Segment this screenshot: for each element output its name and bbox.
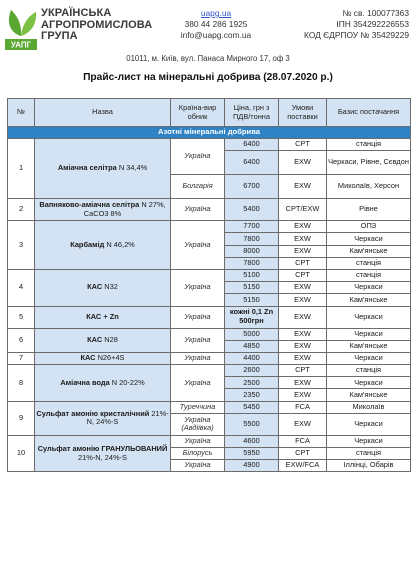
product-name: Сульфат амонію кристалічний — [36, 408, 150, 418]
product-spec: 21%-N, 24%-S — [78, 452, 127, 462]
product-name: КАС + Zn — [86, 311, 119, 321]
country-cell: Україна — [171, 365, 225, 402]
company-name — [41, 8, 169, 43]
country-cell: Україна — [171, 435, 225, 447]
product-number: 10 — [8, 435, 35, 472]
table-row — [8, 365, 411, 377]
basis-cell: станція — [327, 257, 411, 269]
basis-cell: станція — [327, 448, 411, 460]
table-row — [8, 306, 411, 328]
col-header-basis: Базис постачання — [327, 99, 411, 127]
country-cell: Україна (Авдіївка) — [171, 413, 225, 435]
logo-text: УАПГ — [10, 40, 32, 50]
basis-cell: Черкаси — [327, 413, 411, 435]
terms-cell: EXW/FCA — [279, 460, 327, 472]
company-name-line-1: УКРАЇНСЬКА — [41, 7, 112, 19]
edrpou-code: КОД ЄДРПОУ № 35429229 — [304, 30, 409, 40]
product-number: 8 — [8, 365, 35, 402]
product-name-cell — [35, 306, 171, 328]
basis-cell: Кам'янське — [327, 340, 411, 352]
country-cell: Туреччина — [171, 401, 225, 413]
price-cell: 4900 — [225, 460, 279, 472]
price-cell: 7800 — [225, 257, 279, 269]
section-row — [8, 127, 411, 139]
col-header-name: Назва — [35, 99, 171, 127]
basis-cell: Черкаси — [327, 282, 411, 294]
terms-cell: CPT — [279, 365, 327, 377]
price-cell: кожні 0,1 Zn 500грн — [225, 306, 279, 328]
terms-cell: EXW — [279, 221, 327, 233]
product-spec: N32 — [104, 282, 118, 292]
product-spec: 21%-N, 24%-S — [86, 408, 169, 427]
product-name: Аміачна селітра — [57, 163, 117, 173]
price-cell: 6400 — [225, 151, 279, 175]
price-cell: 4850 — [225, 340, 279, 352]
product-spec: N 20-22% — [111, 377, 145, 387]
product-name-cell — [35, 401, 171, 435]
address: 01011, м. Київ, вул. Панаса Мирного 17, оф 3 — [126, 54, 290, 63]
terms-cell: EXW — [279, 282, 327, 294]
price-cell: 6400 — [225, 139, 279, 151]
country-cell: Україна — [171, 221, 225, 270]
country-cell: Україна — [171, 328, 225, 352]
price-cell: 5400 — [225, 199, 279, 221]
price-cell: 7700 — [225, 221, 279, 233]
uapg-logo — [4, 6, 38, 52]
product-name: Сульфат амонію ГРАНУЛЬОВАНИЙ — [37, 444, 168, 453]
product-spec: N 27%, CaCO3 8% — [83, 200, 166, 218]
country-cell: Україна — [171, 460, 225, 472]
product-name: Аміачна вода — [60, 377, 110, 387]
price-cell: 5150 — [225, 294, 279, 306]
terms-cell: EXW — [279, 340, 327, 352]
basis-cell: станція — [327, 365, 411, 377]
product-name-cell — [35, 352, 171, 364]
price-table — [7, 98, 411, 472]
col-header-terms: Умови поставки — [279, 99, 327, 127]
table-row — [8, 139, 411, 151]
product-number: 6 — [8, 328, 35, 352]
price-cell: 8000 — [225, 245, 279, 257]
product-name-cell — [35, 221, 171, 270]
price-cell: 6700 — [225, 175, 279, 199]
table-row — [8, 435, 411, 447]
terms-cell: FCA — [279, 401, 327, 413]
price-cell: 2600 — [225, 365, 279, 377]
product-name-cell — [35, 199, 171, 221]
product-name: Вапняково-аміачна селітра — [39, 200, 140, 210]
country-cell: Україна — [171, 269, 225, 306]
table-row — [8, 269, 411, 281]
terms-cell: EXW — [279, 151, 327, 175]
price-cell: 4600 — [225, 435, 279, 447]
price-cell: 2500 — [225, 377, 279, 389]
price-cell: 5500 — [225, 413, 279, 435]
product-name-cell — [35, 139, 171, 199]
product-number: 9 — [8, 401, 35, 435]
basis-cell: Кам'янське — [327, 294, 411, 306]
terms-cell: EXW — [279, 328, 327, 340]
basis-cell: Черкаси — [327, 352, 411, 364]
website-link[interactable]: uapg.ua — [200, 8, 232, 18]
terms-cell: CPT — [279, 269, 327, 281]
terms-cell: EXW — [279, 306, 327, 328]
product-number: 4 — [8, 269, 35, 306]
country-cell: Білорусь — [171, 448, 225, 460]
table-row — [8, 352, 411, 364]
price-cell: 7800 — [225, 233, 279, 245]
terms-cell: CPT — [279, 448, 327, 460]
terms-cell: EXW — [279, 294, 327, 306]
basis-cell: станція — [327, 269, 411, 281]
requisites-block — [269, 8, 409, 41]
product-spec: N28 — [104, 334, 118, 344]
terms-cell: EXW — [279, 377, 327, 389]
basis-cell: Черкаси — [327, 328, 411, 340]
basis-cell: Черкаси — [327, 306, 411, 328]
product-name: КАС — [87, 334, 103, 344]
table-row — [8, 221, 411, 233]
basis-cell: Кам'янське — [327, 389, 411, 401]
product-name-cell — [35, 328, 171, 352]
terms-cell: CPT — [279, 139, 327, 151]
table-row — [8, 199, 411, 221]
table-row — [8, 401, 411, 413]
terms-cell: EXW — [279, 389, 327, 401]
basis-cell: Черкаси — [327, 435, 411, 447]
country-cell: Україна — [171, 352, 225, 364]
company-name-line-2: АГРОПРОМИСЛОВА — [41, 18, 153, 31]
product-number: 7 — [8, 352, 35, 364]
basis-cell: Миколаїв, Херсон — [327, 175, 411, 199]
price-cell: 5450 — [225, 401, 279, 413]
basis-cell: Черкаси — [327, 377, 411, 389]
price-cell: 4400 — [225, 352, 279, 364]
terms-cell: FCA — [279, 435, 327, 447]
email-address[interactable]: info@uapg.com.ua — [180, 30, 252, 40]
phone-number: 380 44 286 1925 — [184, 19, 248, 29]
price-cell: 5000 — [225, 328, 279, 340]
product-number: 2 — [8, 199, 35, 221]
basis-cell: станція — [327, 139, 411, 151]
certificate-number: № св. 100077363 — [342, 8, 409, 18]
ipn-number: ІПН 354292226553 — [336, 19, 409, 29]
terms-cell: CPT/EXW — [279, 199, 327, 221]
country-cell: Україна — [171, 306, 225, 328]
product-spec: N26+4S — [97, 353, 125, 363]
product-name-cell — [35, 269, 171, 306]
contacts-block — [160, 8, 272, 41]
price-cell: 5950 — [225, 448, 279, 460]
terms-cell: EXW — [279, 175, 327, 199]
product-spec: N 34,4% — [118, 163, 148, 173]
table-header-row — [8, 99, 411, 127]
product-spec: N 46,2% — [106, 239, 135, 249]
product-number: 3 — [8, 221, 35, 270]
price-cell: 5150 — [225, 282, 279, 294]
price-cell: 5100 — [225, 269, 279, 281]
product-name: Карбамід — [70, 239, 105, 249]
col-header-country: Країна-вир обник — [171, 99, 225, 127]
basis-cell: Миколаїв — [327, 401, 411, 413]
basis-cell: Черкаси, Рівне, Сєвдон — [327, 151, 411, 175]
product-number: 5 — [8, 306, 35, 328]
country-cell: Болгарія — [171, 175, 225, 199]
terms-cell: CPT — [279, 257, 327, 269]
country-cell: Україна — [171, 139, 225, 175]
product-number: 1 — [8, 139, 35, 199]
product-name: КАС — [87, 282, 103, 292]
price-list-title: Прайс-лист на мінеральні добрива (28.07.2020 р.) — [83, 72, 333, 83]
section-title: Азотні мінеральні добрива — [8, 127, 411, 139]
product-name-cell — [35, 365, 171, 402]
basis-cell: ОПЗ — [327, 221, 411, 233]
company-name-line-3: ГРУПА — [41, 30, 78, 42]
col-header-price: Ціна, грн з ПДВ/тонна — [225, 99, 279, 127]
price-table-body — [8, 127, 411, 472]
terms-cell: EXW — [279, 352, 327, 364]
table-row — [8, 328, 411, 340]
country-cell: Україна — [171, 199, 225, 221]
col-header-num: № — [8, 99, 35, 127]
basis-cell: Іллінці, Обарів — [327, 460, 411, 472]
basis-cell: Черкаси — [327, 233, 411, 245]
terms-cell: EXW — [279, 233, 327, 245]
terms-cell: EXW — [279, 413, 327, 435]
terms-cell: EXW — [279, 245, 327, 257]
product-name: КАС — [80, 353, 96, 363]
product-name-cell — [35, 435, 171, 472]
basis-cell: Рівне — [327, 199, 411, 221]
basis-cell: Кам'янське — [327, 245, 411, 257]
price-cell: 2350 — [225, 389, 279, 401]
